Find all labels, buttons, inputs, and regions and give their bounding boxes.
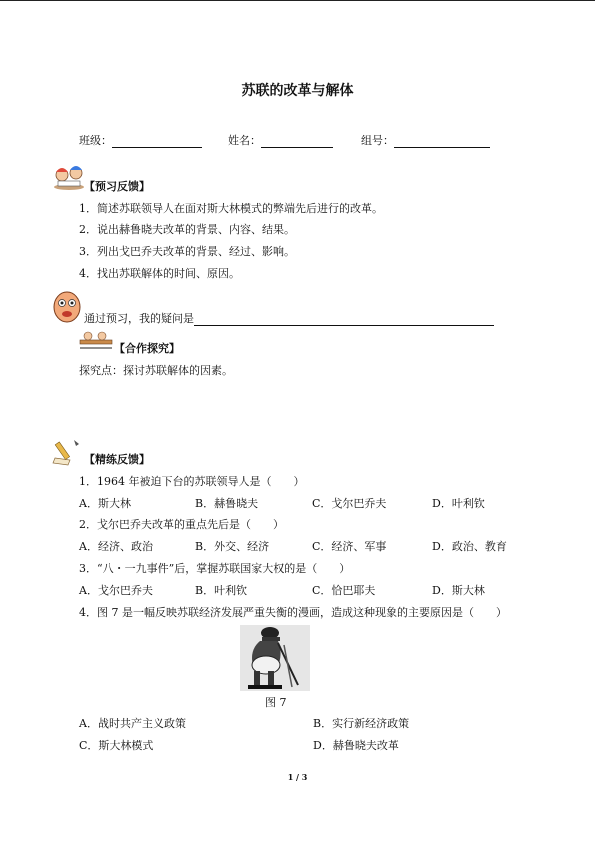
group-label: 组号： [361, 134, 394, 147]
preview-item: 1．简述苏联领导人在面对斯大林模式的弊端先后进行的改革。 [79, 202, 383, 215]
cooperation-heading: 【合作探究】 [114, 342, 180, 355]
question-stem: 4．图 7 是一幅反映苏联经济发展严重失衡的漫画，造成这种现象的主要原因是（ ） [79, 606, 507, 619]
preview-heading: 【预习反馈】 [84, 180, 150, 193]
question-blank[interactable] [194, 313, 494, 326]
group-field [361, 132, 490, 148]
name-blank[interactable] [261, 135, 333, 148]
exploration-point: 探究点：探讨苏联解体的因素。 [79, 364, 233, 377]
answer-option[interactable]: D．斯大林 [432, 584, 485, 597]
answer-option[interactable]: B．赫鲁晓夫 [195, 497, 259, 510]
answer-option[interactable]: B．实行新经济政策 [313, 717, 410, 730]
answer-option[interactable]: C．斯大林模式 [79, 739, 154, 752]
cartoon-figure [240, 625, 310, 691]
question-prompt: 通过预习，我的疑问是 [84, 312, 194, 325]
practice-heading: 【精练反馈】 [84, 453, 150, 466]
page-top-border [0, 0, 595, 1]
pencil-paper-icon [52, 438, 82, 466]
group-blank[interactable] [394, 135, 490, 148]
answer-option[interactable]: A．战时共产主义政策 [79, 717, 186, 730]
name-label: 姓名： [228, 134, 261, 147]
answer-option[interactable]: B．外交、经济 [195, 540, 270, 553]
thinking-face-icon [52, 290, 82, 324]
desk-icon [78, 330, 114, 350]
question-stem: 3．“八・一九事件”后，掌握苏联国家大权的是（ ） [79, 562, 351, 575]
question-field [84, 310, 494, 326]
question-stem: 2．戈尔巴乔夫改革的重点先后是（ ） [79, 518, 284, 531]
class-blank[interactable] [112, 135, 202, 148]
students-icon [52, 160, 86, 190]
answer-option[interactable]: C．经济、军事 [312, 540, 387, 553]
answer-option[interactable]: C．戈尔巴乔夫 [312, 497, 387, 510]
page-title: 苏联的改革与解体 [241, 83, 354, 99]
answer-option[interactable]: D．赫鲁晓夫改革 [313, 739, 399, 752]
page-number: 1 / 3 [287, 772, 308, 782]
answer-option[interactable]: C．恰巴耶夫 [312, 584, 376, 597]
answer-option[interactable]: D．叶利钦 [432, 497, 485, 510]
preview-item: 3．列出戈巴乔夫改革的背景、经过、影响。 [79, 245, 295, 258]
preview-item: 2．说出赫鲁晓夫改革的背景、内容、结果。 [79, 223, 295, 236]
answer-option[interactable]: A．斯大林 [79, 497, 131, 510]
question-stem: 1．1964 年被迫下台的苏联领导人是（ ） [79, 475, 305, 488]
preview-item: 4．找出苏联解体的时间、原因。 [79, 267, 240, 280]
figure-caption: 图 7 [265, 696, 287, 709]
answer-option[interactable]: A．戈尔巴乔夫 [79, 584, 153, 597]
class-field [79, 132, 202, 148]
answer-option[interactable]: D．政治、教育 [432, 540, 507, 553]
answer-option[interactable]: A．经济、政治 [79, 540, 153, 553]
answer-option[interactable]: B．叶利钦 [195, 584, 248, 597]
class-label: 班级： [79, 134, 112, 147]
name-field [228, 132, 333, 148]
